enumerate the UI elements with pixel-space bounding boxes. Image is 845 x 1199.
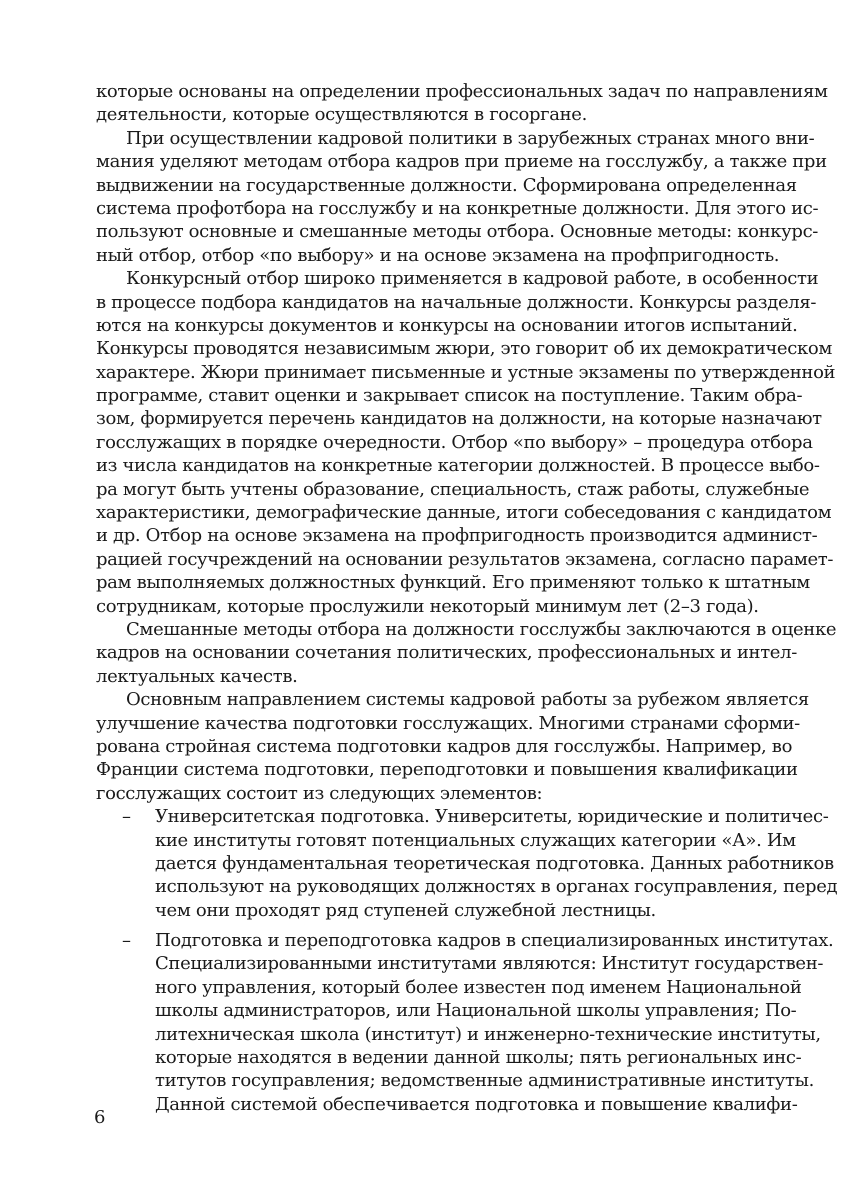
- text-line: кие институты готовят потенциальных служащих категории «А». Им: [155, 829, 796, 851]
- text-line: в процессе подбора кандидатов на начальные должности. Конкурсы разделя-: [96, 291, 817, 313]
- list-item-university-training: [96, 805, 838, 922]
- text-line: школы администраторов, или Национальной школы управления; По-: [155, 1000, 797, 1022]
- text-line: зом, формируется перечень кандидатов на должности, на которые назначают: [96, 408, 822, 430]
- text-line: и др. Отбор на основе экзамена на профпригодность производится админист-: [96, 525, 818, 547]
- paragraph-competitive-selection: [96, 267, 836, 618]
- text-line: [96, 929, 834, 952]
- paragraph-continuation: [96, 80, 828, 127]
- text-line: ются на конкурсы документов и конкурсы на основании итогов испытаний.: [96, 314, 798, 336]
- list-item-text: Подготовка и переподготовка кадров в специализированных институтах.: [155, 930, 834, 952]
- text-line: которые основаны на определении профессиональных задач по направлениям: [96, 81, 828, 102]
- text-line: мания уделяют методам отбора кадров при приеме на госслужбу, а также при: [96, 151, 827, 173]
- text-line: ный отбор, отбор «по выбору» и на основе экзамена на профпригодность.: [96, 244, 780, 266]
- text-line: госслужащих в порядке очередности. Отбор «по выбору» – процедура отбора: [96, 431, 813, 453]
- text-line: рацией госучреждений на основании результатов экзамена, согласно парамет-: [96, 548, 834, 570]
- text-line: Смешанные методы отбора на должности госслужбы заключаются в оценке: [126, 618, 837, 640]
- text-line: выдвижении на государственные должности. Сформирована определенная: [96, 174, 797, 196]
- text-line: система профотбора на госслужбу и на конкретные должности. Для этого ис-: [96, 197, 819, 219]
- text-line: ного управления, который более известен под именем Национальной: [155, 976, 802, 998]
- text-line: Данной системой обеспечивается подготовка и повышение квалифи-: [155, 1093, 798, 1115]
- paragraph-training-system: [96, 688, 809, 805]
- text-line: дается фундаментальная теоретическая подготовка. Данных работников: [155, 852, 834, 874]
- paragraph-mixed-methods: [96, 618, 837, 688]
- text-line: рована стройная система подготовки кадров для госслужбы. Например, во: [96, 735, 793, 757]
- text-line: кадров на основании сочетания политических, профессиональных и интел-: [96, 642, 797, 664]
- text-line: лектуальных качеств.: [96, 665, 298, 687]
- page-number: 6: [94, 1107, 106, 1128]
- text-line: При осуществлении кадровой политики в зарубежных странах много вни-: [126, 127, 815, 149]
- list-item-spacer: [96, 922, 750, 929]
- text-line: деятельности, которые осуществляются в госоргане.: [96, 104, 587, 126]
- list-item-specialized-institutes: [96, 929, 834, 1116]
- text-line: Конкурсный отбор широко применяется в кадровой работе, в особенности: [126, 268, 819, 290]
- text-line: используют на руководящих должностях в органах госуправления, перед: [155, 876, 838, 898]
- text-line: Основным направлением системы кадровой работы за рубежом является: [126, 689, 809, 711]
- text-line: рам выполняемых должностных функций. Его применяют только к штатным: [96, 572, 810, 594]
- text-line: улучшение качества подготовки госслужащих. Многими странами сформи-: [96, 712, 800, 734]
- text-line: которые находятся в ведении данной школы; пять региональных инс-: [155, 1047, 802, 1069]
- list-item-text: Университетская подготовка. Университеты, юридические и политичес-: [155, 806, 829, 828]
- text-line: пользуют основные и смешанные методы отбора. Основные методы: конкурс-: [96, 221, 819, 243]
- text-line: Конкурсы проводятся независимым жюри, это говорит об их демократическом: [96, 338, 832, 360]
- text-line: титутов госуправления; ведомственные административные институты.: [155, 1070, 814, 1092]
- list-dash-marker: –: [122, 930, 131, 952]
- text-line: чем они проходят ряд ступеней служебной лестницы.: [155, 899, 656, 921]
- paragraph-selection-methods: [96, 127, 827, 267]
- text-line: характере. Жюри принимает письменные и устные экзамены по утвержденной: [96, 361, 836, 383]
- page-body: [96, 80, 838, 1116]
- list-dash-marker: –: [122, 806, 131, 828]
- text-line: программе, ставит оценки и закрывает список на поступление. Таким обра-: [96, 385, 803, 407]
- text-line: Франции система подготовки, переподготовки и повышения квалификации: [96, 759, 798, 781]
- text-line: характеристики, демографические данные, итоги собеседования с кандидатом: [96, 502, 832, 524]
- text-line: Специализированными институтами являются: Институт государствен-: [155, 953, 824, 975]
- text-line: сотрудникам, которые прослужили некоторый минимум лет (2–3 года).: [96, 595, 759, 617]
- text-line: ра могут быть учтены образование, специальность, стаж работы, служебные: [96, 478, 810, 500]
- text-line: из числа кандидатов на конкретные категории должностей. В процессе выбо-: [96, 455, 820, 477]
- text-line: госслужащих состоит из следующих элементов:: [96, 782, 543, 804]
- text-line: [96, 805, 829, 828]
- text-line: литехническая школа (институт) и инженерно-технические институты,: [155, 1023, 821, 1045]
